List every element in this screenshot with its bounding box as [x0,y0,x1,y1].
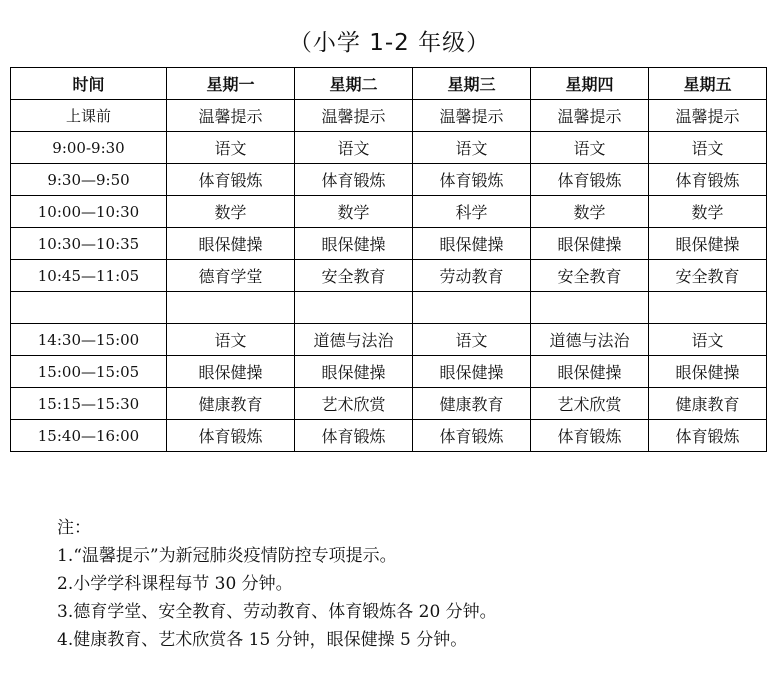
notes-section [57,514,497,654]
header-monday: 星期一 [167,68,295,100]
time-cell: 9:00-9:30 [11,132,167,164]
subject-cell: 体育锻炼 [413,420,531,452]
header-time: 时间 [11,68,167,100]
subject-cell: 语文 [413,132,531,164]
subject-cell: 语文 [649,132,767,164]
time-cell: 9:30—9:50 [11,164,167,196]
subject-cell: 体育锻炼 [413,164,531,196]
note-item: 2.小学学科课程每节 30 分钟。 [57,574,293,594]
subject-cell: 温馨提示 [531,100,649,132]
page-title: （小学 1-2 年级） [288,30,491,56]
subject-cell [649,292,767,324]
time-cell [11,292,167,324]
subject-cell: 数学 [649,196,767,228]
subject-cell: 健康教育 [413,388,531,420]
time-cell: 14:30—15:00 [11,324,167,356]
subject-cell: 安全教育 [649,260,767,292]
header-tuesday: 星期二 [295,68,413,100]
subject-cell: 数学 [167,196,295,228]
subject-cell [167,292,295,324]
subject-cell: 语文 [531,132,649,164]
subject-cell: 体育锻炼 [295,164,413,196]
subject-cell: 眼保健操 [649,356,767,388]
subject-cell: 眼保健操 [167,356,295,388]
subject-cell: 健康教育 [167,388,295,420]
time-cell: 10:00—10:30 [11,196,167,228]
subject-cell: 体育锻炼 [649,420,767,452]
table-row [11,196,767,228]
time-cell: 10:30—10:35 [11,228,167,260]
subject-cell [413,292,531,324]
table-row [11,164,767,196]
subject-cell: 眼保健操 [649,228,767,260]
subject-cell [295,292,413,324]
subject-cell: 眼保健操 [531,356,649,388]
subject-cell: 艺术欣赏 [295,388,413,420]
subject-cell: 语文 [649,324,767,356]
table-row [11,420,767,452]
subject-cell: 眼保健操 [295,356,413,388]
time-cell: 15:40—16:00 [11,420,167,452]
notes-heading: 注： [57,518,91,538]
table-header-row [11,68,767,100]
header-friday: 星期五 [649,68,767,100]
table-row [11,260,767,292]
subject-cell: 体育锻炼 [295,420,413,452]
subject-cell: 温馨提示 [413,100,531,132]
schedule-body [11,100,767,452]
subject-cell: 体育锻炼 [531,164,649,196]
subject-cell: 德育学堂 [167,260,295,292]
table-row [11,356,767,388]
note-item: 3.德育学堂、安全教育、劳动教育、体育锻炼各 20 分钟。 [57,602,497,622]
subject-cell: 眼保健操 [295,228,413,260]
note-item: 4.健康教育、艺术欣赏各 15 分钟，眼保健操 5 分钟。 [57,630,468,650]
schedule-table [10,67,767,452]
subject-cell: 安全教育 [531,260,649,292]
subject-cell: 数学 [531,196,649,228]
header-wednesday: 星期三 [413,68,531,100]
subject-cell: 体育锻炼 [167,420,295,452]
note-item: 1.“温馨提示”为新冠肺炎疫情防控专项提示。 [57,546,397,566]
subject-cell: 温馨提示 [649,100,767,132]
subject-cell: 体育锻炼 [167,164,295,196]
table-row [11,228,767,260]
subject-cell: 眼保健操 [413,356,531,388]
table-row [11,132,767,164]
time-cell: 15:15—15:30 [11,388,167,420]
subject-cell: 眼保健操 [167,228,295,260]
table-row [11,388,767,420]
subject-cell: 艺术欣赏 [531,388,649,420]
subject-cell: 数学 [295,196,413,228]
subject-cell: 语文 [413,324,531,356]
subject-cell: 体育锻炼 [531,420,649,452]
subject-cell: 道德与法治 [295,324,413,356]
subject-cell: 道德与法治 [531,324,649,356]
subject-cell: 语文 [167,324,295,356]
header-thursday: 星期四 [531,68,649,100]
subject-cell: 安全教育 [295,260,413,292]
subject-cell: 体育锻炼 [649,164,767,196]
time-cell: 15:00—15:05 [11,356,167,388]
subject-cell: 健康教育 [649,388,767,420]
subject-cell: 劳动教育 [413,260,531,292]
time-cell: 10:45—11:05 [11,260,167,292]
table-row [11,324,767,356]
subject-cell: 温馨提示 [295,100,413,132]
table-row [11,292,767,324]
subject-cell: 眼保健操 [531,228,649,260]
subject-cell: 眼保健操 [413,228,531,260]
subject-cell: 科学 [413,196,531,228]
subject-cell [531,292,649,324]
subject-cell: 温馨提示 [167,100,295,132]
subject-cell: 语文 [167,132,295,164]
time-cell: 上课前 [11,100,167,132]
subject-cell: 语文 [295,132,413,164]
table-row [11,100,767,132]
